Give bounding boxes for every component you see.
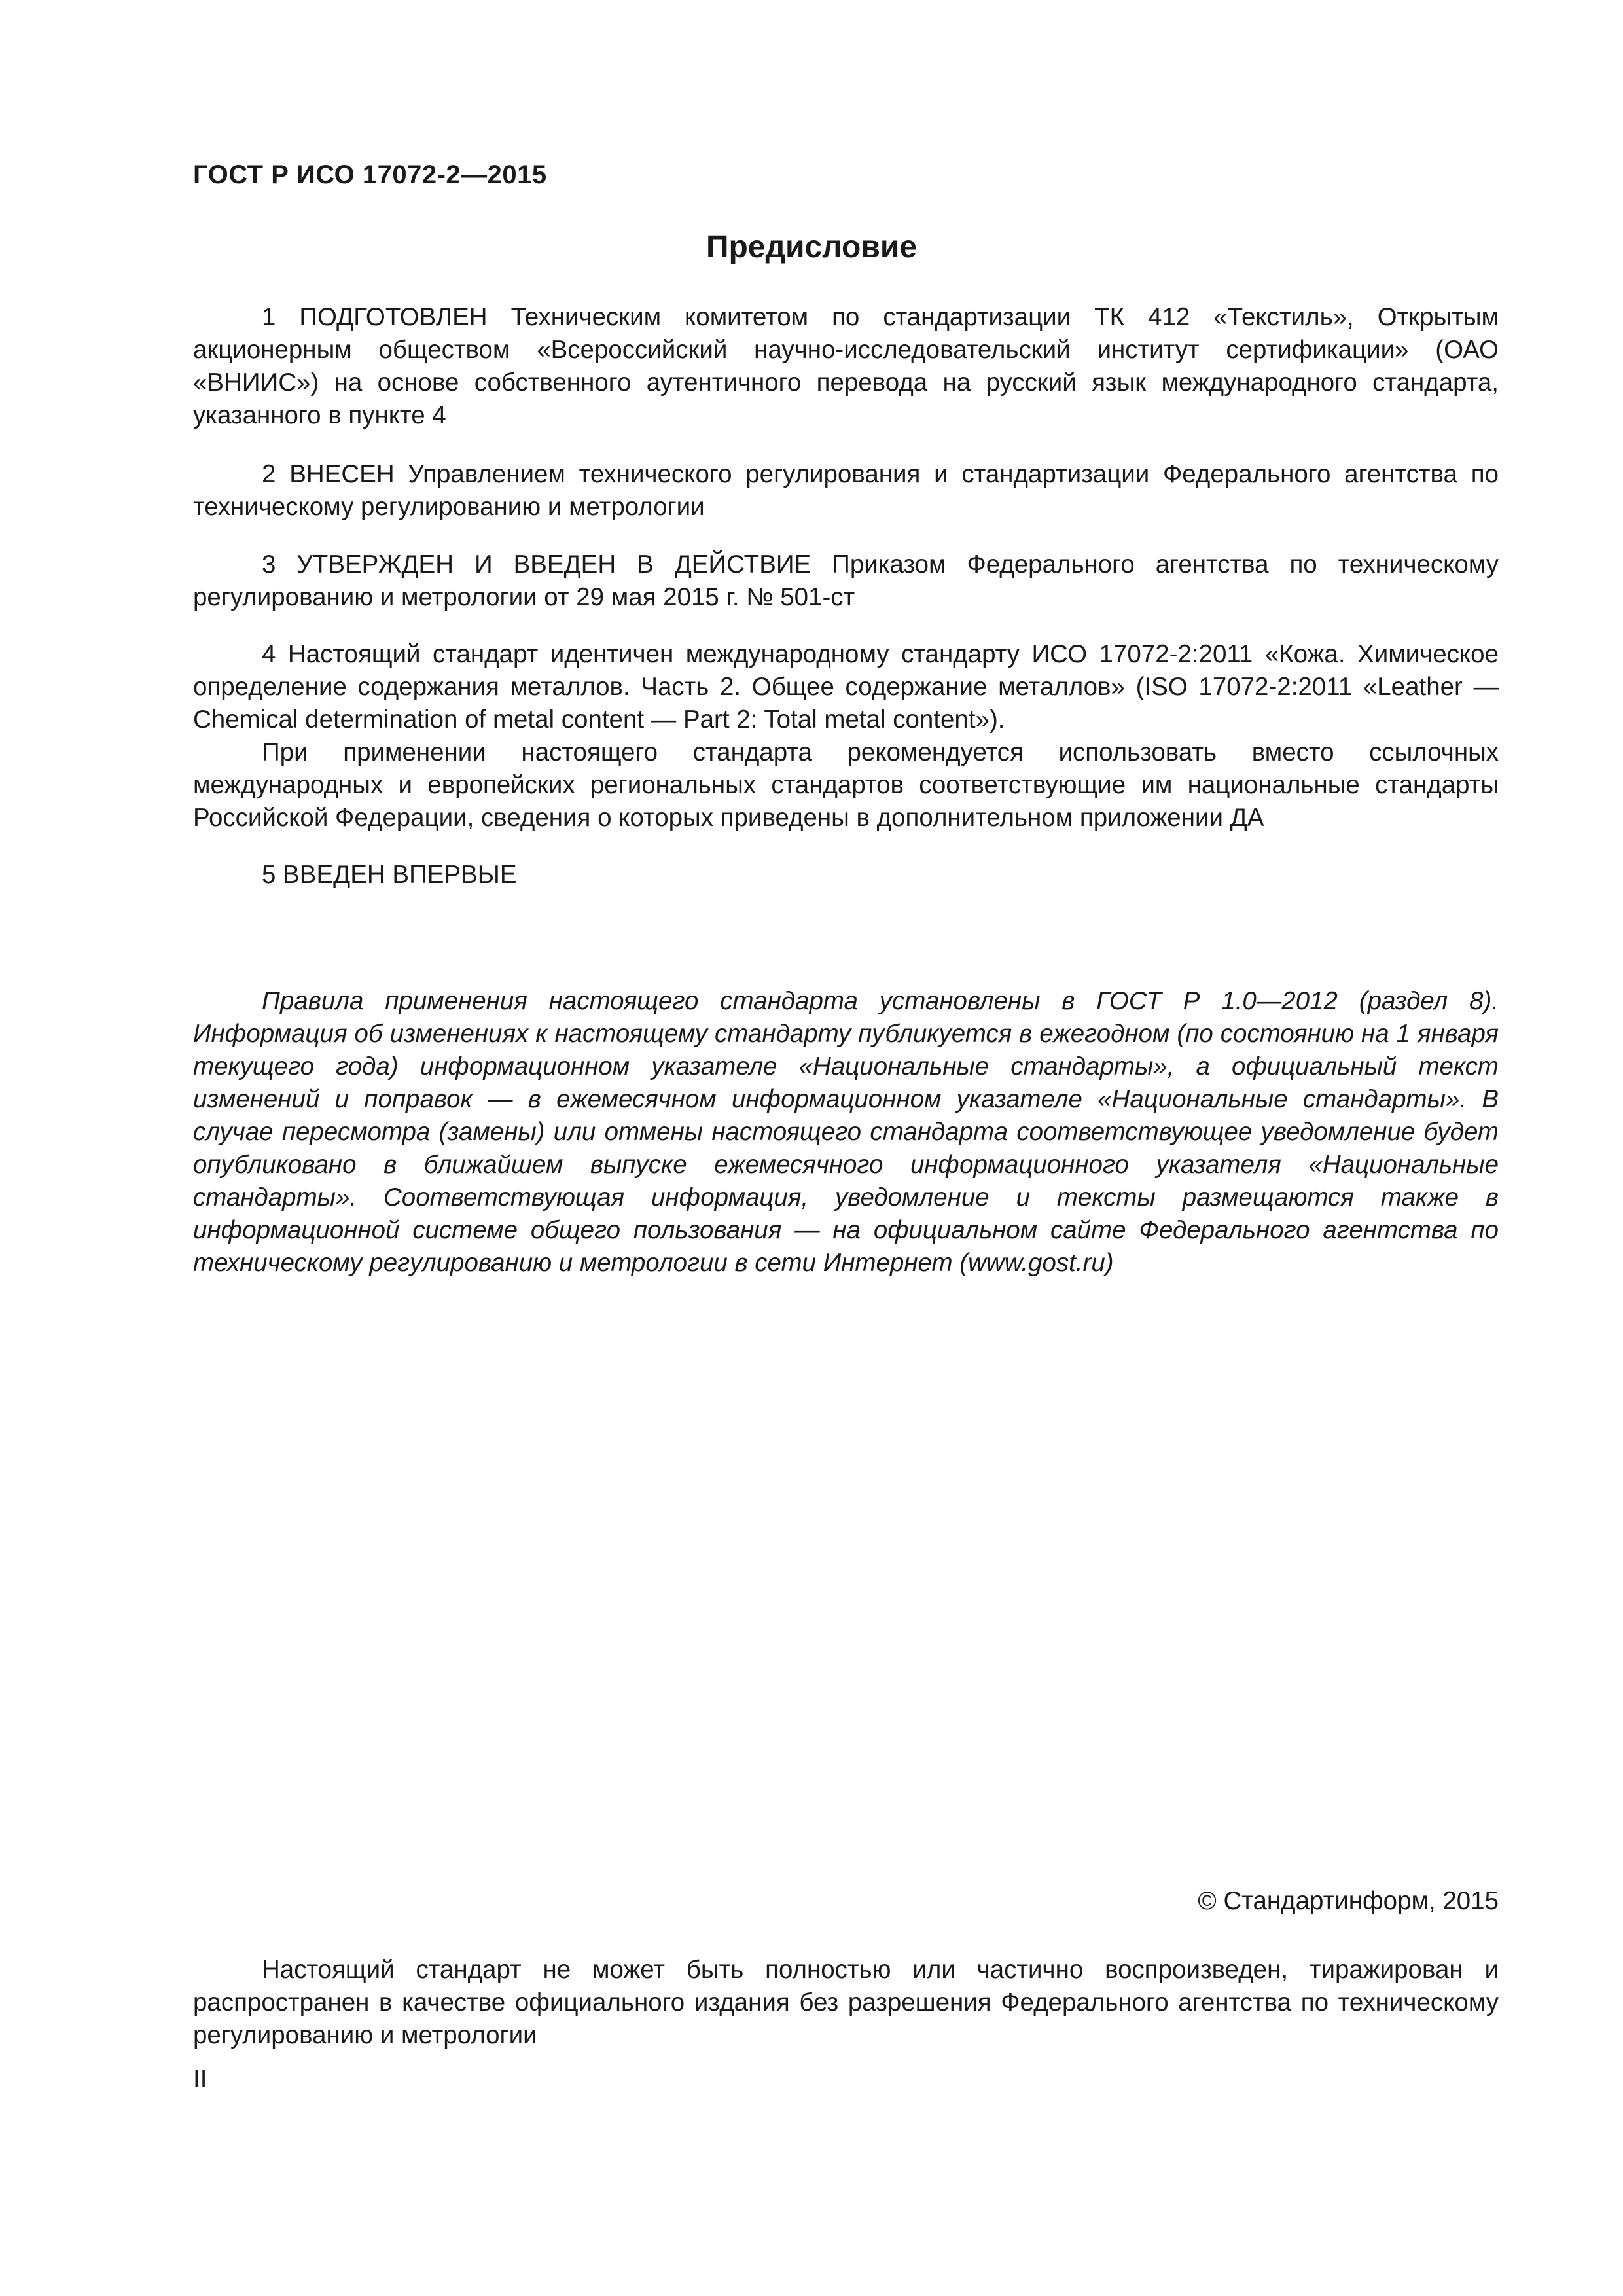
foreword-item-1 <box>193 301 1499 432</box>
foreword-item-3 <box>193 548 1499 614</box>
application-rules <box>193 985 1499 1280</box>
foreword-item-3-text: 3 УТВЕРЖДЕН И ВВЕДЕН В ДЕЙСТВИЕ Приказом Федерального агентства по техническому регулированию и метрологии от 29 мая 2015 г. № 501-ст <box>193 550 1499 611</box>
reproduction-notice-text: Настоящий стандарт не может быть полностью или частично воспроизведен, тиражирован и распространен в качестве официального издания без разрешения Федерального агентства по техническому регулированию и метрологии <box>193 1956 1499 2049</box>
copyright-line: © Стандартинформ, 2015 <box>1198 1887 1499 1915</box>
application-rules-text: Правила применения настоящего стандарта установлены в ГОСТ Р 1.0—2012 (раздел 8). Информация об изменениях к настоящему стандарту публикуется в ежегодном (по состоянию на 1 января текущего года) информационном указателе «Национальные стандарты», а официальный текст изменений и поправок — в ежемесячном информационном указателе «Национальные стандарты». В случае пересмотра (замены) или отмены настоящего стандарта соответствующее уведомление будет опубликовано в ближайшем выпуске ежемесячного информационного указателя «Национальные стандарты». Соответствующая информация, уведомление и тексты размещаются также в информационной системе общего пользования — на официальном сайте Федерального агентства по техническому регулированию и метрологии в сети Интернет (www.gost.ru) <box>193 987 1499 1277</box>
foreword-item-1-text: 1 ПОДГОТОВЛЕН Техническим комитетом по стандартизации ТК 412 «Текстиль», Открытым акционерным обществом «Всероссийский научно-исследовательский институт сертификации» (ОАО «ВНИИС») на основе собственного аутентичного перевода на русский язык международного стандарта, указанного в пункте 4 <box>193 303 1499 429</box>
foreword-item-4-text: 4 Настоящий стандарт идентичен международному стандарту ИСО 17072-2:2011 «Кожа. Химическое определение содержания металлов. Часть 2. Общее содержание металлов» (ISO 17072-2:2011 «Leather — Chemical determination of metal content — Part 2: Total metal content»). <box>193 640 1499 734</box>
foreword-item-2 <box>193 458 1499 524</box>
foreword-item-4 <box>193 638 1499 834</box>
foreword-item-2-text: 2 ВНЕСЕН Управлением технического регулирования и стандартизации Федерального агентства по техническому регулированию и метрологии <box>193 460 1499 521</box>
document-number: ГОСТ Р ИСО 17072-2—2015 <box>193 160 547 189</box>
reproduction-notice <box>193 1954 1499 2052</box>
page-title: Предисловие <box>705 230 918 264</box>
page-number: II <box>193 2065 207 2093</box>
foreword-item-5 <box>193 859 1499 891</box>
foreword-item-4-note: При применении настоящего стандарта рекомендуется использовать вместо ссылочных международных и европейских региональных стандартов соответствующие им национальные стандарты Российской Федерации, сведения о которых приведены в дополнительном приложении ДА <box>193 738 1499 832</box>
foreword-item-5-text: 5 ВВЕДЕН ВПЕРВЫЕ <box>262 861 517 889</box>
